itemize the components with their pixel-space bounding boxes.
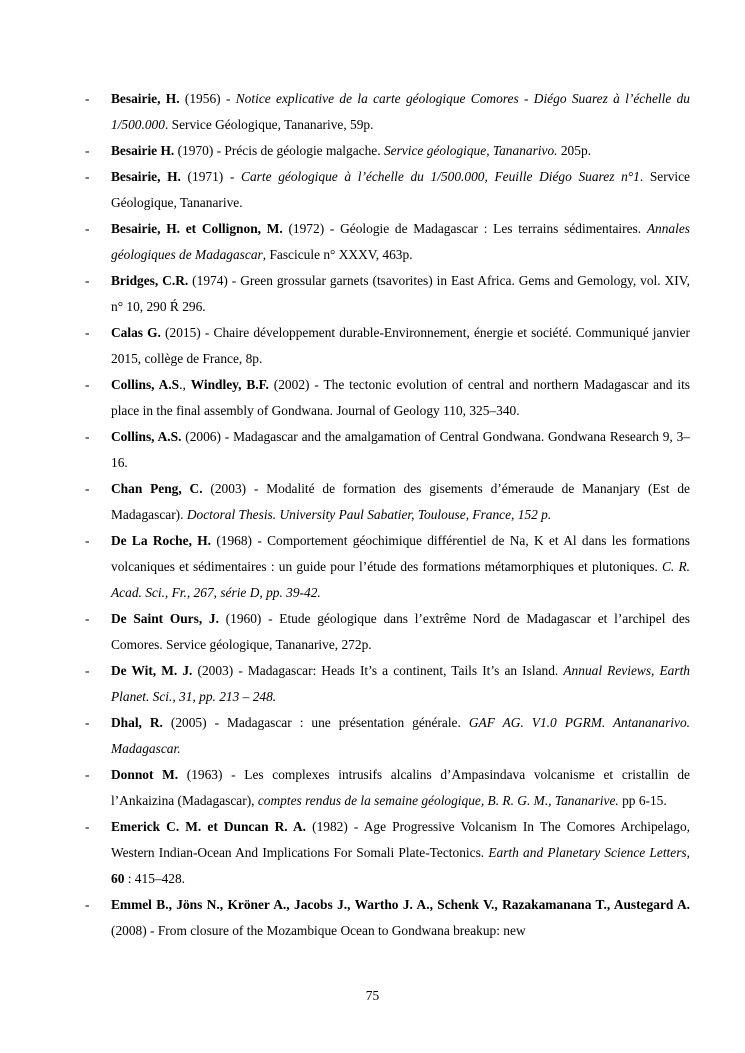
reference-entry [85, 268, 690, 320]
reference-author: De La Roche, H. [111, 533, 211, 548]
reference-entry [85, 216, 690, 268]
reference-entry [85, 528, 690, 606]
bullet-dash: - [85, 221, 90, 236]
reference-entry [85, 372, 690, 424]
reference-entry [85, 86, 690, 138]
reference-author: Dhal, R. [111, 715, 163, 730]
reference-entry [85, 424, 690, 476]
reference-author: 60 [111, 871, 125, 886]
reference-entry [85, 164, 690, 216]
reference-text: (2003) - Modalité de formation des gisements d’émeraude de Mananjary (Est de Madagascar). [111, 481, 690, 522]
reference-text: (1972) - Géologie de Madagascar : Les terrains sédimentaires. [282, 221, 647, 236]
reference-entry [85, 892, 690, 944]
reference-text: (1956) - [179, 91, 236, 106]
reference-title: Earth and Planetary Science Letters [488, 845, 687, 860]
reference-author: Besairie, H. [111, 91, 180, 106]
reference-text: (2003) - Madagascar: Heads It’s a continent, Tails It’s an Island. [192, 663, 564, 678]
reference-text: (1968) - Comportement géochimique différentiel de Na, K et Al dans les formations volcaniques et sédimentaires : un guide pour l’étude des formations métamorphiques et plutoniques. [111, 533, 690, 574]
reference-author: Chan Peng, C. [111, 481, 203, 496]
reference-author: Besairie, H. et Collignon, M. [111, 221, 283, 236]
reference-text: , Fascicule n° XXXV, 463p. [262, 247, 413, 262]
reference-text: (2002) - The tectonic evolution of central and northern Madagascar and its place in the final assembly of Gondwana. Journal of Geology 110, 325–340. [111, 377, 691, 418]
reference-author: Collins, A.S. [111, 429, 182, 444]
reference-author: Besairie, H. [111, 169, 181, 184]
bullet-dash: - [85, 325, 90, 340]
reference-entry [85, 320, 690, 372]
reference-author: Besairie H. [111, 143, 175, 158]
reference-author: Emerick C. M. et Duncan R. A. [111, 819, 307, 834]
reference-title: GAF AG. V1.0 PGRM. Antananarivo. Madagascar. [111, 715, 690, 756]
reference-text: ., [179, 377, 191, 392]
reference-entry [85, 476, 690, 528]
reference-author: Calas G. [111, 325, 161, 340]
bullet-dash: - [85, 663, 90, 678]
reference-text: . Service Géologique, Tananarive. [111, 169, 690, 210]
bullet-dash: - [85, 429, 90, 444]
reference-text: : 415–428. [124, 871, 186, 886]
reference-title: Notice explicative de la carte géologique Comores - Diégo Suarez à l’échelle du 1/500.000 [111, 91, 691, 132]
reference-entry [85, 762, 690, 814]
reference-entry [85, 658, 690, 710]
reference-author: Donnot M. [111, 767, 179, 782]
reference-text: , [686, 845, 690, 860]
bullet-dash: - [85, 715, 90, 730]
reference-entry [85, 710, 690, 762]
reference-title: Annales géologiques de Madagascar [111, 221, 690, 262]
reference-entry [85, 814, 690, 892]
bullet-dash: - [85, 273, 90, 288]
bullet-dash: - [85, 377, 90, 392]
reference-author: Windley, B.F. [190, 377, 269, 392]
reference-author: Bridges, C.R. [111, 273, 189, 288]
reference-text: (2015) - Chaire développement durable-Environnement, énergie et société. Communiqué janvier 2015, collège de France, 8p. [111, 325, 690, 366]
reference-author: Emmel B., Jöns N., Kröner A., Jacobs J., Wartho J. A., Schenk V., Razakamanana T., Austegard A. [111, 897, 690, 912]
reference-text: . Service Géologique, Tananarive, 59p. [164, 117, 374, 132]
bullet-dash: - [85, 481, 90, 496]
bullet-dash: - [85, 91, 90, 106]
reference-title: Service géologique, Tananarivo. [383, 143, 558, 158]
bullet-dash: - [85, 611, 90, 626]
reference-text: (2005) - Madagascar : une présentation générale. [162, 715, 469, 730]
reference-text: (1970) - Précis de géologie malgache. [174, 143, 384, 158]
reference-title: Doctoral Thesis. University Paul Sabatier, Toulouse, France, 152 p. [186, 507, 552, 522]
reference-title: C. R. Acad. Sci., Fr., 267, série D, pp. 39-42. [111, 559, 691, 600]
reference-title: Carte géologique à l’échelle du 1/500.000, Feuille Diégo Suarez n°1 [241, 169, 640, 184]
reference-text: (1974) - Green grossular garnets (tsavorites) in East Africa. Gems and Gemology, vol. XIV, n° 10, 290 Ŕ 296. [111, 273, 690, 314]
bullet-dash: - [85, 533, 90, 548]
reference-text: pp 6-15. [618, 793, 667, 808]
bullet-dash: - [85, 143, 90, 158]
reference-text: (1982) - Age Progressive Volcanism In The Comores Archipelago, Western Indian-Ocean And Implications For Somali Plate-Tectonics. [111, 819, 690, 860]
reference-author: Collins, A.S [111, 377, 180, 392]
reference-text: (1971) - [180, 169, 242, 184]
reference-text: (1960) - Etude géologique dans l’extrême Nord de Madagascar et l’archipel des Comores. Service géologique, Tananarive, 272p. [111, 611, 690, 652]
reference-text: 205p. [557, 143, 591, 158]
reference-entry [85, 606, 690, 658]
bullet-dash: - [85, 819, 90, 834]
reference-author: De Saint Ours, J. [111, 611, 219, 626]
bullet-dash: - [85, 767, 90, 782]
reference-text: (2006) - Madagascar and the amalgamation of Central Gondwana. Gondwana Research 9, 3–16. [111, 429, 690, 470]
reference-list [85, 86, 690, 944]
bullet-dash: - [85, 169, 90, 184]
reference-title: Annual Reviews, Earth Planet. Sci., 31, pp. 213 – 248. [111, 663, 690, 704]
reference-entry [85, 138, 690, 164]
reference-text: (1963) - Les complexes intrusifs alcalins d’Ampasindava volcanisme et cristallin de l’Ankaizina (Madagascar), [111, 767, 690, 808]
reference-text: (2008) - From closure of the Mozambique Ocean to Gondwana breakup: new [111, 923, 526, 938]
reference-title: comptes rendus de la semaine géologique, B. R. G. M., Tananarive. [257, 793, 619, 808]
bullet-dash: - [85, 897, 90, 912]
page-number: 75 [365, 988, 380, 1003]
reference-author: De Wit, M. J. [111, 663, 193, 678]
